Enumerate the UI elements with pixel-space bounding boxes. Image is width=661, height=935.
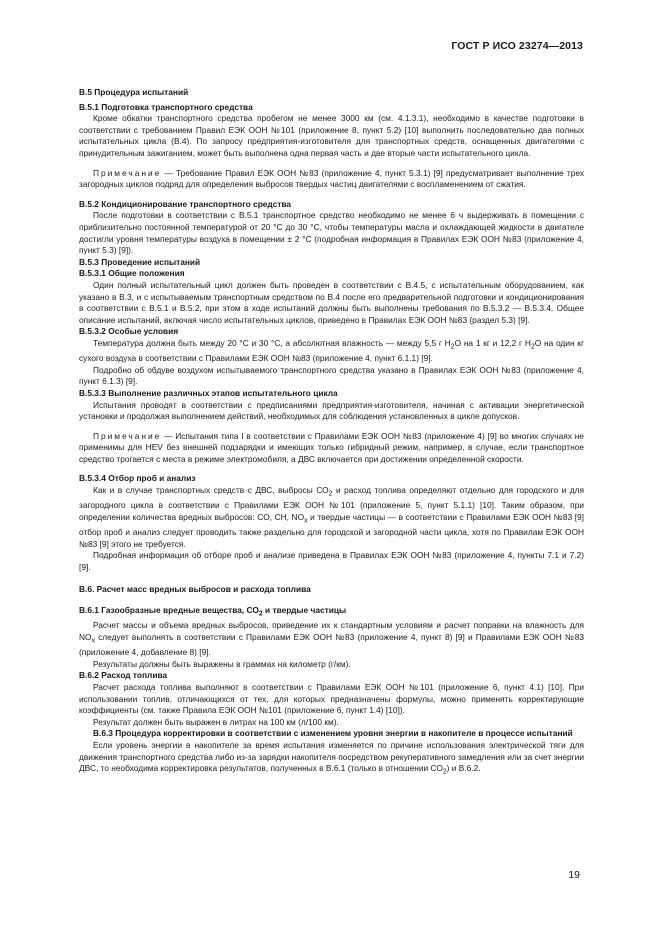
subscript: 2	[450, 343, 455, 351]
text-run: Температура должна быть между 20 °С и 30 °С, а абсолютная влажность — между 5,5 г Н	[93, 337, 451, 348]
section-heading-b51: В.5.1 Подготовка транспортного средства	[79, 101, 253, 112]
paragraph-b533-1: Испытания проводят в соответствии с предписаниями предприятия-изготовителя, начиная с активации энергетической установки и продолжая выполнением действий, необходимых для соблюдения установленных в цикле допусков.	[79, 399, 584, 422]
document-body	[79, 87, 584, 778]
subscript: 2	[258, 610, 263, 618]
document-header-title: ГОСТ Р ИСО 23274—2013	[451, 40, 583, 52]
note-label: Примечание	[93, 167, 162, 178]
section-heading-b53: В.5.3 Проведение испытаний	[79, 256, 201, 267]
page-number: 19	[568, 869, 580, 881]
note-b533	[79, 431, 584, 466]
subscript: x	[304, 517, 308, 525]
section-heading-b533: В.5.3.3 Выполнение различных этапов испытательного цикла	[79, 387, 338, 398]
section-heading-b52: В.5.2 Кондиционирование транспортного средства	[79, 198, 291, 209]
paragraph-b532-1	[79, 338, 584, 365]
note-label: Примечание	[93, 430, 162, 441]
text-run: и расход топлива определяют отдельно для городского и для загородного цикла в соответствии с Правилами ЕЭК ООН №101 (приложение 5, пункт 5.1.1) [10]. Таким образом, при определении количества вредных выбросов: CO, CH, NO	[79, 485, 584, 522]
section-heading-b5: В.5 Процедура испытаний	[79, 87, 189, 97]
text-run: и твердые частицы — в соответствии с Правилами ЕЭК ООН №83 [9] отбор проб и анализ следует проводить также раздельно для городской и загородной части цикла, хотя по Правилам ЕЭК ООН №83 [9] этого не требуется.	[79, 511, 584, 549]
subscript: x	[91, 637, 95, 645]
paragraph-b532-2: Подробно об обдуве воздухом испытываемого транспортного средства указано в Правилах ЕЭК ООН №83 (приложение 4, пункт 6.1.3) [9].	[79, 364, 584, 387]
text-run: и твердые частицы	[262, 605, 347, 616]
paragraph-b534-1	[79, 485, 584, 550]
text-run: ) и В.6.2.	[446, 763, 481, 774]
note-text: — Требование Правил ЕЭК ООН №83 (приложение 4, пункт 5.3.1) [9] предусматривает выполнение трех загородных циклов подряд для определения выбросов твердых частиц двигателями с воспламенением от сжатия.	[79, 167, 584, 190]
section-heading-b6: В.6. Расчет масс вредных выбросов и расхода топлива	[79, 583, 311, 594]
paragraph-b62-2: Результат должен быть выражен в литрах на 100 км (л/100 км).	[93, 716, 339, 727]
text-run: О на 1 кг и 12,2 г Н	[454, 337, 531, 348]
note-b51	[79, 168, 584, 191]
subscript: 2	[442, 768, 447, 776]
text-run: О на один кг сухого воздуха в соответствии с Правилами ЕЭК ООН №83 (приложение 4, пункт 6.1.1) [9].	[79, 337, 584, 364]
paragraph-b61-2: Результаты должны быть выражены в граммах на километр (г/км).	[93, 658, 351, 669]
section-heading-b62: В.6.2 Расход топлива	[79, 670, 168, 681]
section-heading-b532: В.5.3.2 Особые условия	[79, 326, 179, 337]
text-run: следует выполнять в соответствии с Правилами ЕЭК ООН №83 (приложение 4, пункт 8) [9] и Правилами ЕЭК ООН №83 (приложение 4, добавление 8) [9].	[79, 631, 584, 658]
text-run: Если уровень энергии в накопителе за время испытания изменяется по причине использования электрической тяги для движения транспортного средства либо из-за зарядки накопителя посредством рекуперативного замедления или за счет энергии ДВС, то необходима корректировка результатов, полученных в В.6.1 (только в отношении СО	[79, 739, 584, 774]
paragraph-b62-1: Расчет расхода топлива выполняют в соответствии с Правилами ЕЭК ООН №101 (приложение 6, пункт 4.1) [10]. При использовании топлив, отличающихся от тех, для которых предназначены формулы, можно применять корректирующие коэффициенты (см. также Правила ЕЭК ООН №101 (приложение 6, пункт 1.4) [10]).	[79, 682, 584, 716]
paragraph-b531-1: Один полный испытательный цикл должен быть проведен в соответствии с В.4.5, с испытательным оборудованием, как указано в В.3, и с испытываемым транспортным средством по В.4 после его предварительной подготовки и кондиционирования в соответствии с В.5.1 и В.5.2, при этом в ходе испытаний должны быть выполнены требования по В.5.3.2 — В.5.3.4. Общее описание испытаний, включая число испытательных циклов, приведено в Правилах ЕЭК ООН №83 (раздел 5.3) [9].	[79, 279, 584, 325]
section-heading-b534: В.5.3.4 Отбор проб и анализ	[79, 473, 196, 484]
subscript: 2	[530, 343, 535, 351]
section-heading-b531: В.5.3.1 Общие положения	[79, 268, 185, 279]
paragraph-b61-1	[79, 620, 584, 658]
text-run: Расчет массы и объема вредных выбросов, приведение их к стандартным условиям и расчет поправки на влажность для NO	[79, 620, 584, 642]
section-heading-b63: В.6.3 Процедура корректировки в соответствии с изменением уровня энергии в накопителе в процессе испытаний	[93, 728, 573, 739]
paragraph-b63-1	[79, 740, 584, 778]
subscript: 2	[328, 490, 333, 498]
paragraph-b52-1: После подготовки в соответствии с В.5.1 транспортное средство необходимо не менее 6 ч выдерживать в помещении с приблизительно постоянной температурой от 20 °С до 30 °С, чтобы температуры масла и охлаждающей жидкости в двигателе достигли уровня температуры воздуха в помещении ± 2 °С (подробная информация в Правилах ЕЭК ООН №83 (приложение 4, пункт 5.3) [9]).	[79, 210, 584, 256]
section-heading-b61	[79, 605, 584, 620]
note-text: — Испытания типа I в соответствии с Правилами ЕЭК ООН №83 (приложение 4) [9] во многих случаях не применимы для HEV без внешней подзарядки и имеющих только гибридный режим, например, в случае, если транспортное средство трогается с места в режиме электромобиля, а ДВС включается при достижении определенной скорости.	[79, 430, 584, 464]
paragraph-b51-1: Кроме обкатки транспортного средства пробегом не менее 3000 км (см. 4.1.3.1), необходимо в качестве подготовки в соответствии с требованием Правил ЕЭК ООН №101 (приложение 8, пункт 5.2) [10] выполнить последовательно два полных испытательных цикла (В.4). По запросу предприятия-изготовителя для транспортных средств, оснащенных двигателями с принудительным зажиганием, может быть выполнена одна первая часть и две вторые части испытательного цикла.	[79, 113, 584, 158]
paragraph-b534-2: Подробная информация об отборе проб и анализе приведена в Правилах ЕЭК ООН №83 (приложение 4, пункты 7.1 и 7.2) [9].	[79, 550, 584, 572]
text-run: Как и в случае транспортных средств с ДВС, выбросы СО	[93, 485, 329, 496]
text-run: В.6.1 Газообразные вредные вещества, СО	[79, 605, 259, 616]
